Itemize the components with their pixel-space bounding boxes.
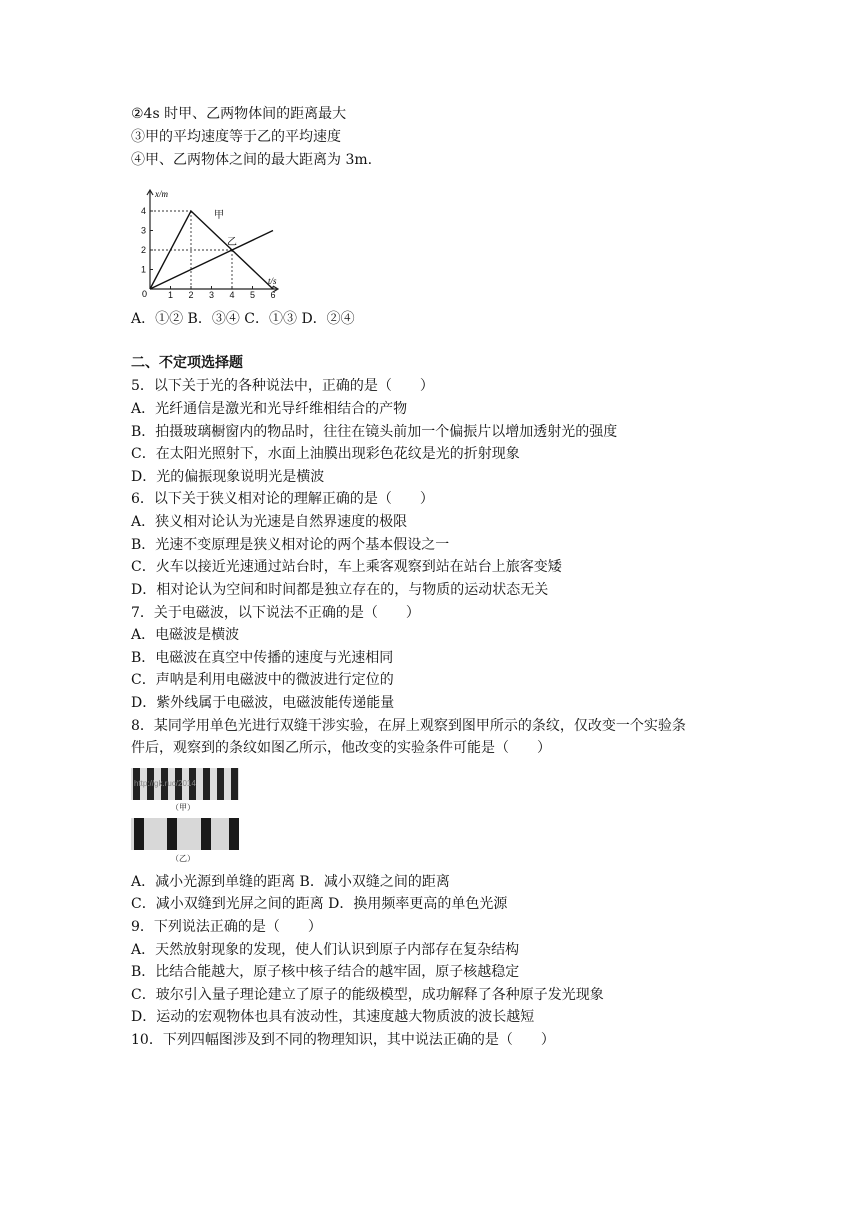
q8-stem-line1: 8．某同学用单色光进行双缝干涉实验，在屏上观察到图甲所示的条纹，仅改变一个实验条 (131, 718, 686, 734)
series-jia-label: 甲 (214, 210, 224, 221)
q5-option-d: D．光的偏振现象说明光是横波 (131, 469, 325, 485)
q5-option-a: A．光纤通信是激光和光导纤维相结合的产物 (131, 401, 408, 417)
q7-option-b: B．电磁波在真空中传播的速度与光速相同 (131, 650, 394, 666)
xt-graph (131, 185, 281, 300)
x-tick-label: 3 (209, 290, 215, 300)
q8-options-cd: C．减小双缝到光屏之间的距离 D．换用频率更高的单色光源 (131, 896, 508, 912)
q9-stem: 9．下列说法正确的是（ ） (131, 919, 322, 935)
fringe-label-jia: （甲） (171, 803, 195, 812)
x-tick-label: 5 (250, 290, 256, 300)
y-tick-label: 1 (141, 264, 147, 275)
fringe-label-yi: （乙） (171, 854, 195, 863)
x-tick-label: 4 (229, 290, 235, 300)
q9-option-c: C．玻尔引入量子理论建立了原子的能级模型，成功解释了各种原子发光现象 (131, 987, 604, 1003)
q8-options-ab: A．减小光源到单缝的距离 B．减小双缝之间的距离 (131, 874, 450, 890)
section-title: 二、不定项选择题 (131, 355, 243, 371)
q6-option-d: D．相对论认为空间和时间都是独立存在的，与物质的运动状态无关 (131, 582, 549, 598)
q4-options: A．①② B．③④ C．①③ D．②④ (131, 311, 355, 327)
q6-option-c: C．火车以接近光速通过站台时，车上乘客观察到站在站台上旅客变矮 (131, 559, 562, 575)
origin-label: 0 (142, 289, 148, 299)
q7-stem: 7．关于电磁波，以下说法不正确的是（ ） (131, 605, 420, 621)
fringe-figure (131, 766, 241, 866)
q5-stem: 5．以下关于光的各种说法中，正确的是（ ） (131, 378, 434, 394)
q9-option-a: A．天然放射现象的发现，使人们认识到原子内部存在复杂结构 (131, 942, 520, 958)
y-axis-label: x/m (155, 189, 168, 199)
q6-stem: 6．以下关于狭义相对论的理解正确的是（ ） (131, 491, 434, 507)
q8-stem-line2: 件后，观察到的条纹如图乙所示，他改变的实验条件可能是（ ） (131, 740, 551, 756)
y-tick-label: 3 (141, 225, 147, 236)
series-yi-line (150, 231, 273, 290)
series-yi-label: 乙 (227, 237, 237, 248)
x-tick-label: 1 (168, 290, 174, 300)
q5-option-c: C．在太阳光照射下，水面上油膜出现彩色花纹是光的折射现象 (131, 446, 520, 462)
q5-option-b: B．拍摄玻璃橱窗内的物品时，往往在镜头前加一个偏振片以增加透射光的强度 (131, 424, 618, 440)
q9-option-b: B．比结合能越大，原子核中核子结合的越牢固，原子核越稳定 (131, 964, 520, 980)
statement-2: ②4s 时甲、乙两物体间的距离最大 (131, 106, 347, 122)
y-tick-label: 2 (141, 245, 147, 255)
statement-4: ④甲、乙两物体之间的最大距离为 3m. (131, 152, 373, 168)
q6-option-a: A．狭义相对论认为光速是自然界速度的极限 (131, 514, 408, 530)
fringe-panel-yi (131, 818, 239, 850)
q6-option-b: B．光速不变原理是狭义相对论的两个基本假设之一 (131, 537, 450, 553)
q7-option-a: A．电磁波是横波 (131, 627, 240, 643)
x-tick-label: 2 (188, 290, 194, 300)
x-tick-label: 6 (270, 290, 276, 300)
x-axis-label: t/s (268, 276, 277, 286)
q7-option-c: C．声呐是利用电磁波中的微波进行定位的 (131, 672, 394, 688)
statement-3: ③甲的平均速度等于乙的平均速度 (131, 129, 341, 145)
q7-option-d: D．紫外线属于电磁波，电磁波能传递能量 (131, 695, 395, 711)
y-tick-label: 4 (141, 206, 147, 216)
q9-option-d: D．运动的宏观物体也具有波动性，其速度越大物质波的波长越短 (131, 1009, 535, 1025)
q10-stem: 10．下列四幅图涉及到不同的物理知识，其中说法正确的是（ ） (131, 1032, 555, 1048)
fringe-watermark: http://gk.ruc/2014 (134, 779, 196, 788)
